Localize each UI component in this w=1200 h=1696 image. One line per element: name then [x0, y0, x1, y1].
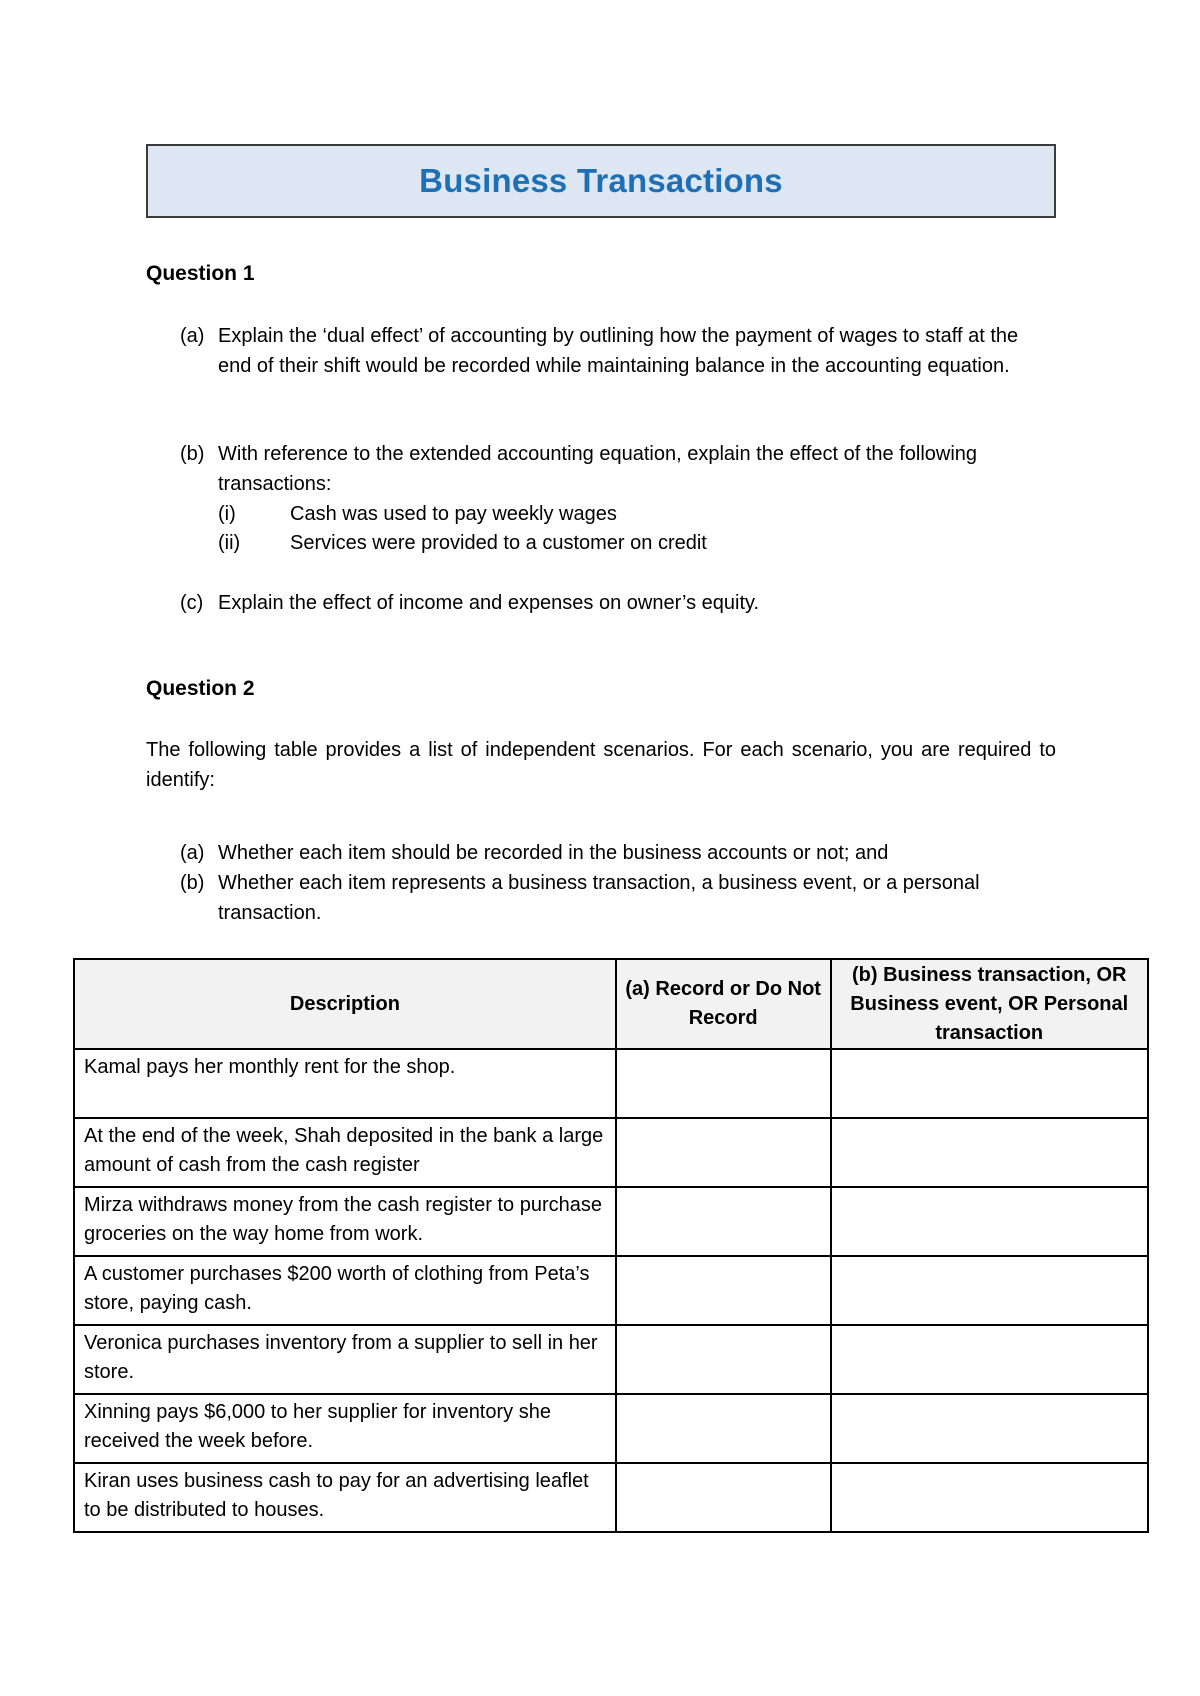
q2-item-b-text: Whether each item represents a business transaction, a business event, or a personal transaction.	[218, 872, 980, 924]
q1-item-c-marker: (c)	[180, 592, 204, 614]
record-answer-cell[interactable]	[616, 1049, 831, 1118]
q1-item-b	[180, 439, 1020, 499]
title-box	[146, 144, 1056, 218]
q2-item-a	[180, 838, 1020, 868]
q1-item-b-text: With reference to the extended accounting equation, explain the effect of the following transactions:	[218, 443, 978, 495]
type-answer-cell[interactable]	[831, 1463, 1149, 1532]
q1-subitem-ii-text: Services were provided to a customer on credit	[290, 532, 707, 554]
header-record: (a) Record or Do Not Record	[616, 959, 831, 1049]
page-title: Business Transactions	[419, 162, 783, 199]
q2-item-a-marker: (a)	[180, 842, 205, 864]
q1-subitem-i-marker: (i)	[218, 503, 236, 525]
q1-item-a-text: Explain the ‘dual effect’ of accounting by outlining how the payment of wages to staff at the end of their shift would be recorded while maintaining balance in the accounting equation.	[218, 325, 1019, 377]
q2-item-b-marker: (b)	[180, 872, 205, 894]
q1-item-c	[180, 588, 1020, 618]
table-row	[74, 1325, 1148, 1394]
row-description: Mirza withdraws money from the cash register to purchase groceries on the way home from work.	[74, 1187, 616, 1256]
table-row	[74, 1394, 1148, 1463]
q1-item-b-marker: (b)	[180, 443, 205, 465]
type-answer-cell[interactable]	[831, 1325, 1149, 1394]
row-description: Veronica purchases inventory from a supplier to sell in her store.	[74, 1325, 616, 1394]
q2-intro: The following table provides a list of independent scenarios. For each scenario, you are required to identify:	[146, 739, 1056, 791]
type-answer-cell[interactable]	[831, 1394, 1149, 1463]
record-answer-cell[interactable]	[616, 1256, 831, 1325]
q1-subitem-i	[218, 499, 617, 529]
question-2-heading: Question 2	[146, 677, 255, 700]
record-answer-cell[interactable]	[616, 1394, 831, 1463]
table-row	[74, 1187, 1148, 1256]
q2-item-a-text: Whether each item should be recorded in the business accounts or not; and	[218, 842, 889, 864]
q1-subitem-i-text: Cash was used to pay weekly wages	[290, 503, 617, 525]
q1-item-a	[180, 321, 1020, 381]
record-answer-cell[interactable]	[616, 1187, 831, 1256]
type-answer-cell[interactable]	[831, 1256, 1149, 1325]
header-description: Description	[74, 959, 616, 1049]
row-description: Kiran uses business cash to pay for an advertising leaflet to be distributed to houses.	[74, 1463, 616, 1532]
row-description: Kamal pays her monthly rent for the shop.	[74, 1049, 616, 1118]
question-1-heading: Question 1	[146, 262, 255, 285]
type-answer-cell[interactable]	[831, 1118, 1149, 1187]
record-answer-cell[interactable]	[616, 1118, 831, 1187]
q1-subitem-ii	[218, 528, 707, 558]
row-description: A customer purchases $200 worth of clothing from Peta’s store, paying cash.	[74, 1256, 616, 1325]
scenario-table	[73, 958, 1149, 1533]
row-description: Xinning pays $6,000 to her supplier for inventory she received the week before.	[74, 1394, 616, 1463]
table-row	[74, 1463, 1148, 1532]
q1-item-c-text: Explain the effect of income and expenses on owner’s equity.	[218, 592, 760, 614]
q1-item-a-marker: (a)	[180, 325, 205, 347]
header-type: (b) Business transaction, OR Business event, OR Personal transaction	[831, 959, 1149, 1049]
type-answer-cell[interactable]	[831, 1187, 1149, 1256]
record-answer-cell[interactable]	[616, 1325, 831, 1394]
type-answer-cell[interactable]	[831, 1049, 1149, 1118]
q2-item-b	[180, 868, 1020, 928]
table-row	[74, 1256, 1148, 1325]
record-answer-cell[interactable]	[616, 1463, 831, 1532]
table-row	[74, 1118, 1148, 1187]
table-header-row	[74, 959, 1148, 1049]
row-description: At the end of the week, Shah deposited in the bank a large amount of cash from the cash register	[74, 1118, 616, 1187]
table-row	[74, 1049, 1148, 1118]
q1-subitem-ii-marker: (ii)	[218, 532, 241, 554]
